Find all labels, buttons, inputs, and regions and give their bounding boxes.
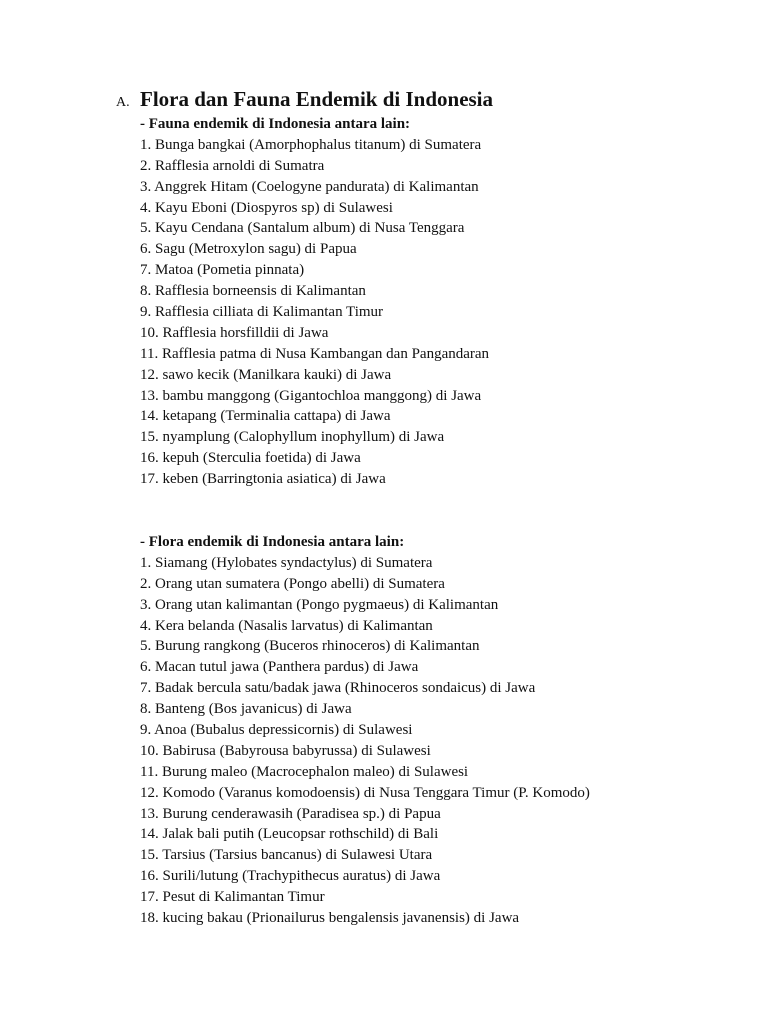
list-item: 1. Siamang (Hylobates syndactylus) di Sumatera [140,554,433,571]
list-item: 13. bambu manggong (Gigantochloa manggong) di Jawa [140,387,482,404]
list-item: 5. Burung rangkong (Buceros rhinoceros) di Kalimantan [140,638,480,655]
list-item: 16. kepuh (Sterculia foetida) di Jawa [140,450,361,467]
list-item: 16. Surili/lutung (Trachypithecus auratus) di Jawa [140,868,441,885]
section-title: - Fauna endemik di Indonesia antara lain: [140,116,411,132]
list-item: 13. Burung cenderawasih (Paradisea sp.) di Papua [140,805,441,822]
section-title: - Flora endemik di Indonesia antara lain: [140,534,405,550]
page-title: Flora dan Fauna Endemik di Indonesia [140,87,494,111]
list-item: 10. Babirusa (Babyrousa babyrussa) di Sulawesi [140,742,431,759]
list-item: 6. Macan tutul jawa (Panthera pardus) di Jawa [140,659,419,676]
list-item: 12. Komodo (Varanus komodoensis) di Nusa Tenggara Timur (P. Komodo) [140,784,590,801]
fauna-list [140,135,740,490]
list-item: 9. Anoa (Bubalus depressicornis) di Sulawesi [140,722,413,739]
heading-marker: A. [116,95,130,110]
list-item: 6. Sagu (Metroxylon sagu) di Papua [140,241,357,258]
list-item: 17. Pesut di Kalimantan Timur [140,889,325,906]
list-item: 3. Orang utan kalimantan (Pongo pygmaeus) di Kalimantan [140,596,499,613]
list-item: 9. Rafflesia cilliata di Kalimantan Timur [140,304,384,321]
list-item: 2. Orang utan sumatera (Pongo abelli) di Sumatera [140,575,445,592]
list-item: 7. Badak bercula satu/badak jawa (Rhinoceros sondaicus) di Jawa [140,680,536,697]
list-item: 8. Rafflesia borneensis di Kalimantan [140,283,366,300]
list-item: 5. Kayu Cendana (Santalum album) di Nusa Tenggara [140,220,465,237]
list-item: 15. Tarsius (Tarsius bancanus) di Sulawesi Utara [140,847,433,864]
flora-list [140,553,740,929]
fauna-section [140,114,740,490]
list-item: 12. sawo kecik (Manilkara kauki) di Jawa [140,366,392,383]
list-item: 2. Rafflesia arnoldi di Sumatra [140,157,325,174]
list-item: 14. Jalak bali putih (Leucopsar rothschild) di Bali [140,826,439,843]
list-item: 3. Anggrek Hitam (Coelogyne pandurata) di Kalimantan [140,178,479,195]
list-item: 8. Banteng (Bos javanicus) di Jawa [140,701,352,718]
list-item: 1. Bunga bangkai (Amorphophalus titanum) di Sumatera [140,136,482,153]
list-item: 11. Burung maleo (Macrocephalon maleo) di Sulawesi [140,763,469,780]
list-item: 4. Kera belanda (Nasalis larvatus) di Kalimantan [140,617,433,634]
list-item: 14. ketapang (Terminalia cattapa) di Jawa [140,408,391,425]
flora-section [140,532,740,929]
list-item: 11. Rafflesia patma di Nusa Kambangan dan Pangandaran [140,345,490,362]
list-item: 18. kucing bakau (Prionailurus bengalensis javanensis) di Jawa [140,910,520,927]
list-item: 10. Rafflesia horsfilldii di Jawa [140,324,329,341]
list-item: 4. Kayu Eboni (Diospyros sp) di Sulawesi [140,199,393,216]
list-item: 15. nyamplung (Calophyllum inophyllum) di Jawa [140,429,445,446]
document-heading [116,87,493,112]
list-item: 17. keben (Barringtonia asiatica) di Jawa [140,471,386,488]
list-item: 7. Matoa (Pometia pinnata) [140,262,305,279]
